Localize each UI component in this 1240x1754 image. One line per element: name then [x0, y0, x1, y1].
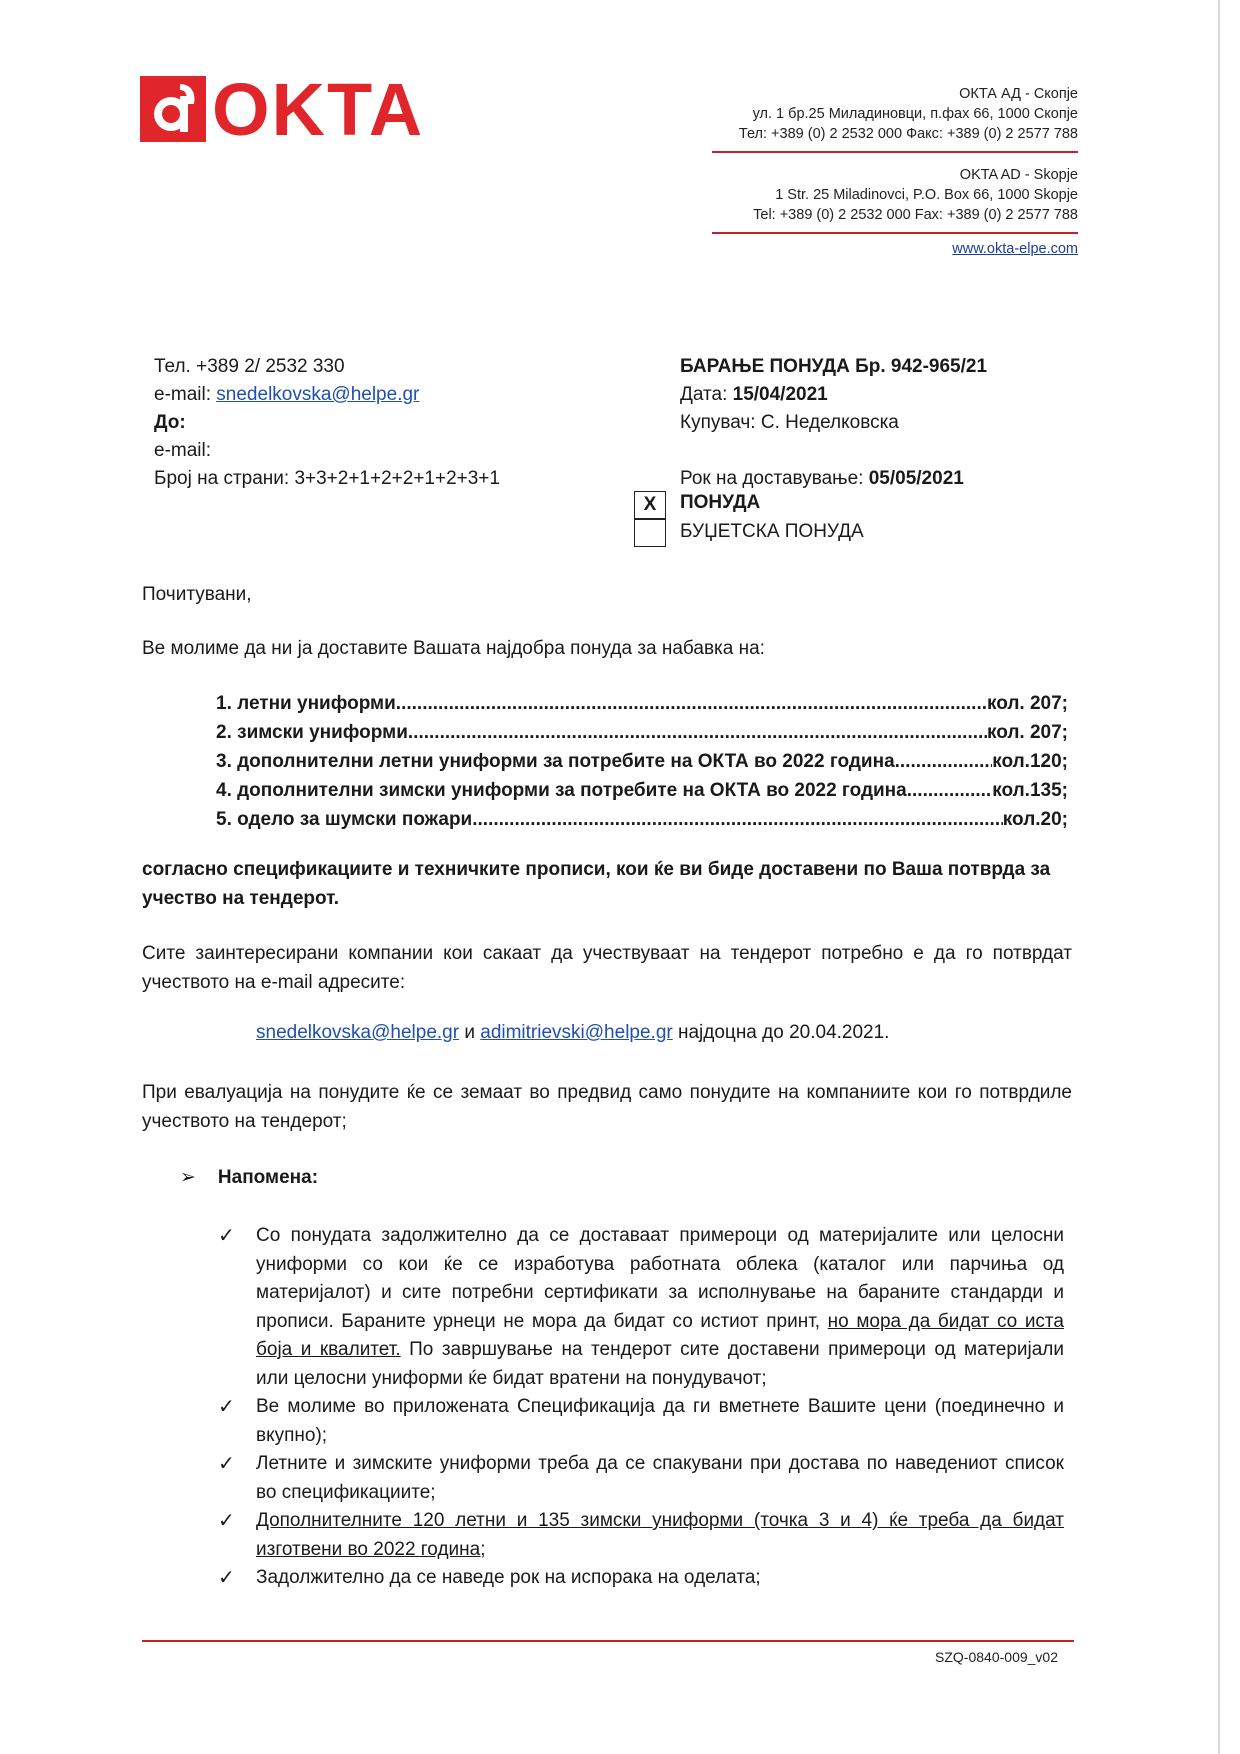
- budget-offer-label: БУЏЕТСКА ПОНУДА: [680, 521, 864, 542]
- note-text: Летните и зимските униформи треба да се спакувани при достава по наведениот список во спецификациите;: [256, 1453, 1064, 1503]
- evaluation-text: При евалуација на понудите ќе се земаат во предвид само понудите на компаниите кои го потврдиле учеството на тендерот;: [142, 1082, 1072, 1132]
- website-link[interactable]: www.okta-elpe.com: [952, 241, 1078, 257]
- item-text: 5. одело за шумски пожари: [216, 809, 473, 830]
- request-date: [680, 381, 987, 409]
- email-link-1[interactable]: snedelkovska@helpe.gr: [256, 1022, 460, 1043]
- date-label: Дата:: [680, 384, 733, 405]
- list-item: [216, 718, 1068, 747]
- list-item: [218, 1222, 1064, 1393]
- street-mk: ул. 1 бр.25 Миладиновци, п.фах 66, 1000 Скопје: [752, 106, 1078, 122]
- list-item: [216, 776, 1068, 805]
- conjunction: и: [459, 1022, 481, 1043]
- note-text: Ве молиме во приложената Спецификација да ги вметнете Вашите цени (поединечно и вкупно);: [256, 1396, 1064, 1446]
- confirmation-text: Сите заинтересирани компании кои сакаат да учествуваат на тендерот потребно е да го потврдат учеството на e-mail адресите:: [142, 943, 1072, 993]
- document-code: SZQ-0840-009_v02: [935, 1649, 1058, 1665]
- contact-email-link[interactable]: snedelkovska@helpe.gr: [216, 384, 420, 405]
- leader-dots: [472, 805, 1003, 834]
- deadline-label: Рок на доставување:: [680, 468, 869, 489]
- contact-email-line: [154, 381, 500, 409]
- offer-label: ПОНУДА: [680, 492, 761, 513]
- list-item: [218, 1507, 1064, 1564]
- budget-offer-checkbox[interactable]: [634, 519, 666, 547]
- item-text: 2. зимски униформи: [216, 722, 408, 743]
- checkmark-icon: ✓: [218, 1225, 235, 1247]
- phone-fax-en: Tel: +389 (0) 2 2532 000 Fax: +389 (0) 2 2577 788: [753, 207, 1078, 223]
- list-item: [216, 747, 1068, 776]
- address-macedonian: [739, 84, 1078, 144]
- leader-dots: [408, 718, 987, 747]
- note-text: Со понудата задолжително да се доставаат примероци од материјалите или целосни униформи со кои ќе се изработува работната облека (каталог или парчиња од материјалот) и сите потребни сертификати за исполнување на бараните стандарди и прописи. Бараните урнеци не мора да бидат со истиот принт,: [256, 1225, 1064, 1332]
- item-text: 4. дополнителни зимски униформи за потребите на ОКТА во 2022 година: [216, 780, 907, 801]
- contact-block: [154, 353, 500, 493]
- item-quantity: кол. 207;: [986, 693, 1068, 714]
- email-link-2[interactable]: adimitrievski@helpe.gr: [480, 1022, 673, 1043]
- greeting: Почитувани,: [142, 584, 252, 605]
- item-text: 1. летни униформи: [216, 693, 396, 714]
- request-buyer: Купувач: С. Неделковска: [680, 412, 899, 433]
- okta-logo-icon: [140, 76, 206, 142]
- item-quantity: кол.120;: [992, 751, 1068, 772]
- notes-heading: [180, 1166, 318, 1189]
- address-english: [753, 165, 1078, 225]
- notes-heading-text: Напомена:: [217, 1167, 319, 1188]
- note-text: Дополнителните 120 летни и 135 зимски униформи (точка 3 и 4) ќе треба да бидат изготвени во 2022 година;: [256, 1510, 1064, 1560]
- confirmation-emails: [256, 1022, 889, 1044]
- note-text: По завршување на тендерот сите доставени примероци од материјали или целосни униформи ќе бидат вратени на понудувачот;: [256, 1339, 1064, 1389]
- items-list: [216, 689, 1068, 834]
- company-name-mk: ОКТА АД - Скопје: [959, 86, 1078, 102]
- to-email-label: e-mail:: [154, 440, 212, 461]
- intro-text: Ве молиме да ни ја доставите Вашата најдобра понуда за набавка на:: [142, 638, 765, 659]
- request-title: БАРАЊЕ ПОНУДА Бр. 942-965/21: [680, 356, 988, 377]
- checkmark-icon: ✓: [218, 1567, 235, 1589]
- company-name-en: OKTA AD - Skopje: [959, 167, 1078, 183]
- offer-checkbox[interactable]: X: [634, 491, 666, 519]
- list-item: [218, 1450, 1064, 1507]
- checkmark-icon: ✓: [218, 1510, 235, 1532]
- header-divider: [712, 151, 1078, 153]
- delivery-deadline: [680, 465, 987, 493]
- page-edge: [1218, 0, 1220, 1754]
- specification-note: согласно спецификациите и техничките прописи, кои ќе ви биде доставени по Ваша потврда за учество на тендерот.: [142, 859, 1051, 909]
- item-quantity: кол.135;: [992, 780, 1068, 801]
- item-quantity: кол.20;: [1002, 809, 1068, 830]
- footer-divider: [142, 1640, 1074, 1642]
- to-label: До:: [154, 412, 186, 433]
- confirmation-deadline: најдоцна до 20.04.2021.: [672, 1022, 890, 1043]
- note-text: Задолжително да се наведе рок на испорака на оделата;: [256, 1567, 761, 1588]
- checkmark-icon: ✓: [218, 1453, 235, 1475]
- item-quantity: кол. 207;: [986, 722, 1068, 743]
- street-en: 1 Str. 25 Miladinovci, P.O. Box 66, 1000 Skopje: [775, 187, 1078, 203]
- request-block: [680, 353, 987, 493]
- list-item: [218, 1393, 1064, 1450]
- list-item: [216, 805, 1068, 834]
- leader-dots: [396, 689, 987, 718]
- phone-fax-mk: Тел: +389 (0) 2 2532 000 Факс: +389 (0) 2 2577 788: [738, 126, 1078, 142]
- leader-dots: [895, 747, 993, 776]
- list-item: [216, 689, 1068, 718]
- leader-dots: [907, 776, 992, 805]
- deadline-value: 05/05/2021: [868, 468, 964, 489]
- logo-wordmark: OKTA: [212, 68, 425, 151]
- notes-list: [218, 1222, 1064, 1593]
- item-text: 3. дополнителни летни униформи за потребите на ОКТА во 2022 година: [216, 751, 895, 772]
- note-underlined: но мора да бидат со иста боја и квалитет.: [256, 1310, 1064, 1360]
- contact-phone: Тел. +389 2/ 2532 330: [154, 356, 345, 377]
- page-count: Број на страни: 3+3+2+1+2+2+1+2+3+1: [154, 468, 500, 489]
- list-item: [218, 1564, 1064, 1593]
- header-divider: [712, 232, 1078, 234]
- arrow-bullet-icon: ➢: [180, 1167, 196, 1188]
- email-label: e-mail:: [154, 384, 217, 405]
- date-value: 15/04/2021: [732, 384, 828, 405]
- checkmark-icon: ✓: [218, 1396, 235, 1418]
